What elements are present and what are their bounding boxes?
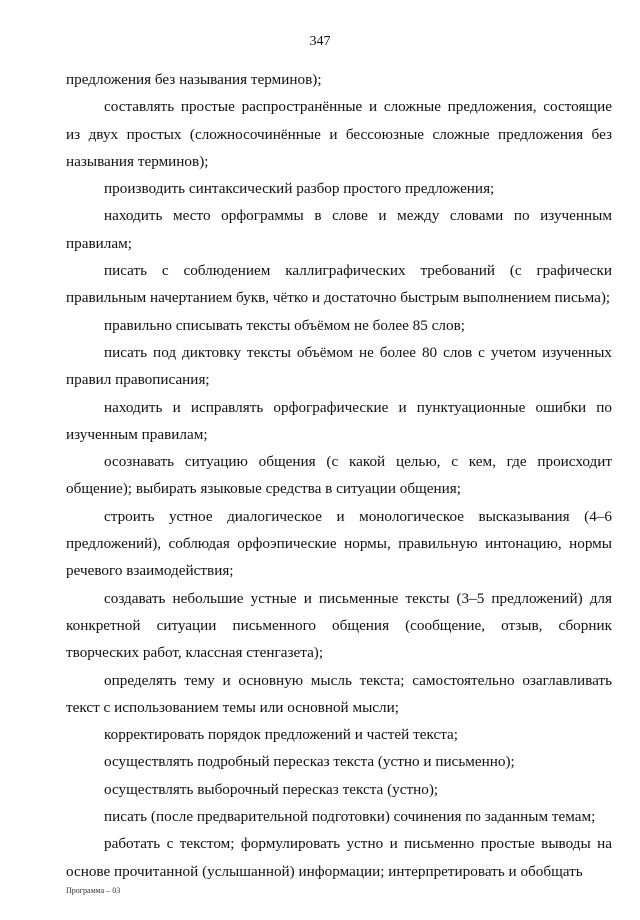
page-number: 347: [309, 34, 331, 49]
paragraph-11: создавать небольшие устные и письменные тексты (3–5 предложений) для конкретной ситуации письменного общения (сообщение, отзыв, сборник творческих работ, классная стенгазета);: [66, 589, 612, 662]
paragraph-4: находить место орфограммы в слове и между словами по изученным правилам;: [66, 207, 612, 252]
paragraph-6: правильно списывать тексты объёмом не более 85 слов;: [104, 316, 465, 334]
paragraph-1: предложения без называния терминов);: [66, 71, 322, 88]
paragraph-3: производить синтаксический разбор простого предложения;: [104, 180, 495, 198]
paragraph-12: определять тему и основную мысль текста; самостоятельно озаглавливать текст с использованием темы или основной мысли;: [66, 671, 612, 716]
paragraph-5: писать с соблюдением каллиграфических требований (с графически правильным начертанием букв, чётко и достаточно быстрым выполнением письма);: [66, 262, 612, 307]
paragraph-15: осуществлять выборочный пересказ текста (устно);: [104, 780, 439, 798]
paragraph-10: строить устное диалогическое и монологическое высказывания (4–6 предложений), соблюдая орфоэпические нормы, правильную интонацию, нормы речевого взаимодействия;: [66, 507, 612, 580]
paragraph-13: корректировать порядок предложений и частей текста;: [104, 726, 458, 744]
paragraph-16: писать (после предварительной подготовки) сочинения по заданным темам;: [104, 808, 596, 826]
paragraph-8: находить и исправлять орфографические и пунктуационные ошибки по изученным правилам;: [66, 398, 612, 443]
paragraph-2: составлять простые распространённые и сложные предложения, состоящие из двух простых (сложносочинённые и бессоюзные сложные предложения без называния терминов);: [66, 98, 612, 170]
paragraph-14: осуществлять подробный пересказ текста (устно и письменно);: [104, 753, 515, 771]
paragraph-9: осознавать ситуацию общения (с какой целью, с кем, где происходит общение); выбирать языковые средства в ситуации общения;: [66, 453, 612, 498]
paragraph-17: работать с текстом; формулировать устно и письменно простые выводы на основе прочитанной (услышанной) информации; интерпретировать и обобщать: [66, 835, 612, 880]
page-footer: Программа – 03: [66, 886, 121, 895]
body-text: [66, 66, 612, 885]
paragraph-7: писать под диктовку тексты объёмом не более 80 слов с учетом изученных правил правописания;: [66, 343, 612, 389]
